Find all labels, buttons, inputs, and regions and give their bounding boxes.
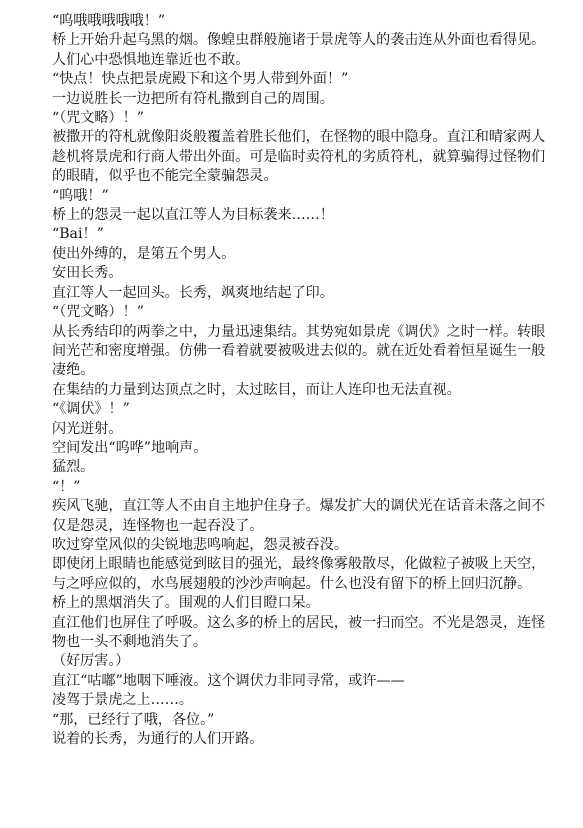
paragraph: 在集结的力量到达顶点之时，太过眩目，而让人连印也无法直视。	[52, 381, 461, 398]
paragraph: 安田长秀。	[52, 265, 123, 282]
paragraph: “（咒文略）！”	[52, 110, 144, 127]
paragraph: 即使闭上眼睛也能感觉到眩目的强光，最终像雾般散尽，化做粒子被吸上天空，与之呼应似的，水鸟展翅般的沙沙声响起。什么也没有留下的桥上回归沉静。	[52, 556, 546, 592]
paragraph: （好厉害。）	[52, 653, 130, 670]
paragraph: “呜哦！”	[52, 187, 109, 204]
paragraph: 闪光迸射。	[52, 420, 123, 437]
paragraph: 桥上的怨灵一起以直江等人为目标袭来……！	[52, 207, 334, 224]
paragraph: 桥上的黑烟消失了。围观的人们目瞪口呆。	[52, 595, 320, 612]
paragraph: 直江他们也屏住了呼吸。这么多的桥上的居民，被一扫而空。不光是怨灵，连怪物也一头不剩地消失了。	[52, 614, 546, 650]
paragraph: 猛烈。	[52, 459, 95, 476]
paragraph: 空间发出“呜哗”地响声。	[52, 439, 208, 456]
paragraph: 说着的长秀，为通行的人们开路。	[52, 731, 264, 748]
paragraph: “那，已经行了哦，各位。”	[52, 711, 215, 728]
paragraph: 被撒开的符札就像阳炎般覆盖着胜长他们，在怪物的眼中隐身。直江和晴家两人趁机将景虎和行商人带出外面。可是临时卖符札的劣质符札，就算骗得过怪物们的眼睛，似乎也不能完全蒙骗怨灵。	[52, 129, 546, 185]
paragraph: “呜哦哦哦哦哦！”	[52, 13, 166, 29]
paragraph: 一边说胜长一边把所有符札撒到自己的周围。	[52, 90, 334, 107]
paragraph: 疾风飞驰，直江等人不由自主地护住身子。爆发扩大的调伏光在话音未落之间不仅是怨灵，连怪物也一起吞没了。	[52, 498, 546, 534]
paragraph: 吹过穿堂风似的尖锐地悲鸣响起，怨灵被吞没。	[52, 536, 348, 553]
paragraph: “！”	[52, 478, 81, 495]
paragraph: 使出外缚的，是第五个男人。	[52, 245, 236, 262]
paragraph: 从长秀结印的两拳之中，力量迅速集结。其势宛如景虎《调伏》之时一样。转眼间光芒和密度增强。仿佛一看着就要被吸进去似的。就在近处看着恒星诞生一般凄绝。	[52, 323, 546, 379]
paragraph: 直江“咕嘟”地咽下唾液。这个调伏力非同寻常，或许——	[52, 672, 405, 689]
paragraph: 桥上开始升起乌黑的烟。像蝗虫群般施诸于景虎等人的袭击连从外面也看得见。人们心中恐惧地连靠近也不敢。	[52, 32, 546, 68]
paragraph: 直江等人一起回头。长秀，飒爽地结起了印。	[52, 284, 334, 301]
paragraph: “快点！快点把景虎殿下和这个男人带到外面！”	[52, 71, 349, 88]
paragraph: 凌驾于景虎之上……。	[52, 692, 193, 709]
paragraph: “《调伏》！”	[52, 401, 130, 418]
paragraph: “Bai！”	[52, 226, 104, 243]
paragraph: “（咒文略）！”	[52, 304, 144, 321]
